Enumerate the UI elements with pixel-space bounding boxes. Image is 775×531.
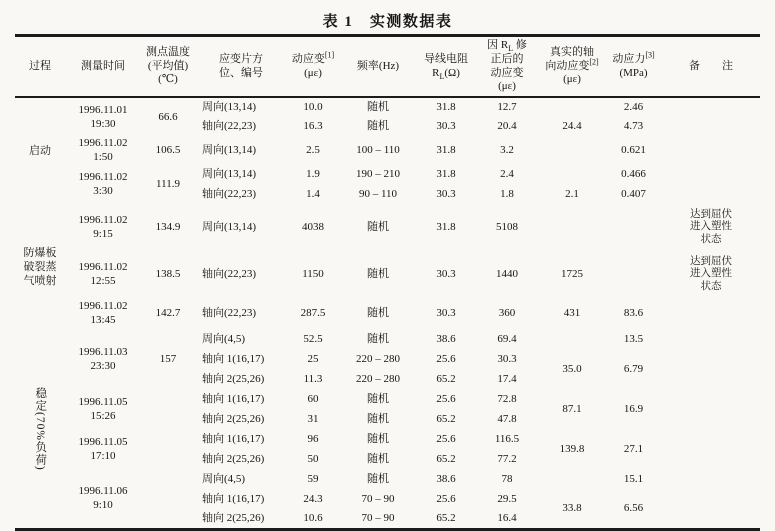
table-cell: 69.4	[497, 332, 517, 345]
table-cell: 周向(4,5)	[202, 472, 246, 485]
table-row	[15, 205, 760, 251]
table-cell: 轴向(22,23)	[202, 267, 257, 280]
table-row	[15, 299, 760, 330]
table-cell: 1440	[496, 267, 518, 280]
table-cell: 59	[307, 472, 319, 485]
table-cell	[662, 299, 760, 330]
table-cell: 轴向(22,23)	[202, 307, 257, 320]
table-cell: 66.6	[158, 110, 178, 123]
table-cell: 轴向 2(25,26)	[202, 412, 265, 425]
table-cell: 60	[307, 392, 319, 405]
table-cell: 31.8	[436, 167, 456, 180]
table-cell: 15.1	[623, 472, 644, 485]
table-cell	[539, 97, 605, 117]
table-cell: 65.2	[436, 372, 456, 385]
table-cell: 287.5	[300, 307, 326, 320]
table-cell	[662, 137, 760, 165]
table-cell: 33.8	[562, 501, 582, 514]
table-cell: 25	[307, 352, 319, 365]
table-cell: 220 – 280	[356, 372, 400, 385]
table-cell: 周向(13,14)	[202, 220, 257, 233]
table-cell: 47.8	[497, 412, 517, 425]
table-cell: 0.621	[621, 143, 646, 156]
table-cell: 139.8	[559, 442, 585, 455]
table-cell: 1996.11.02 12:55	[78, 260, 128, 287]
header-cell-lead-resistance: 导线电阻 $R_L(\Omega)$	[424, 52, 468, 81]
table-cell: 轴向 1(16,17)	[202, 352, 265, 365]
table-cell: 220 – 280	[356, 352, 400, 365]
table-cell: 达到屈伏 进入塑性 状态	[690, 209, 732, 245]
table-cell	[662, 330, 760, 350]
table-cell: 1996.11.05 15:26	[78, 395, 128, 422]
table-cell: 1996.11.03 23:30	[78, 345, 128, 372]
table-body	[15, 97, 760, 530]
table-cell	[539, 470, 605, 490]
process-label-vertical: 稳定(70%负荷)	[34, 386, 47, 471]
table-cell: 1.9	[306, 167, 320, 180]
table-cell: 87.1	[562, 402, 582, 415]
table-row	[15, 390, 760, 410]
table-cell: 1996.11.02 1:50	[78, 137, 128, 163]
table-cell: 100 – 110	[356, 143, 400, 156]
table-row	[15, 430, 760, 450]
table-cell: 1996.11.02 9:15	[78, 213, 128, 240]
table-cell: 190 – 210	[356, 167, 400, 180]
table-cell: 111.9	[156, 177, 180, 190]
table-cell: 1996.11.06 9:10	[78, 485, 128, 511]
table-row	[15, 470, 760, 490]
table-cell: 1996.11.05 17:10	[78, 435, 128, 462]
table-cell	[141, 470, 195, 530]
table-cell	[662, 390, 760, 410]
header-cell-dynamic-strain: 动应变[1] (με)	[291, 50, 335, 79]
table-cell: 77.2	[497, 452, 517, 465]
table-cell: 13.5	[623, 332, 644, 345]
table-cell: 轴向 2(25,26)	[202, 511, 265, 524]
table-cell: 78	[501, 472, 513, 485]
table-cell: 30.3	[436, 120, 456, 133]
table-cell: 106.5	[155, 143, 181, 156]
header-cell-remark: 备 注	[689, 59, 733, 72]
table-cell	[662, 490, 760, 510]
header-cell-gauge: 应变片方 位、编号	[219, 52, 263, 79]
table-cell: 65.2	[436, 452, 456, 465]
table-cell: 65.2	[436, 412, 456, 425]
table-cell: 25.6	[436, 432, 456, 445]
table-cell: 10.0	[303, 100, 323, 113]
table-cell: 25.6	[436, 492, 456, 505]
table-cell	[141, 390, 195, 430]
table-cell: 31.8	[436, 220, 456, 233]
header-cell-true-axial-strain: 真实的轴 向动应变[2] (με)	[545, 45, 599, 86]
table-cell: 6.56	[623, 501, 644, 514]
table-cell: 1725	[561, 267, 583, 280]
table-cell	[662, 450, 760, 470]
table-cell: 90 – 110	[358, 187, 398, 200]
table-cell: 11.3	[303, 372, 323, 385]
header-cell-dynamic-stress: 动应力[3] (MPa)	[612, 50, 655, 79]
header-cell-process: 过程	[29, 59, 51, 72]
table-cell: 38.6	[436, 332, 456, 345]
table-cell: 96	[307, 432, 319, 445]
measured-data-table	[15, 34, 760, 531]
table-cell: 31	[307, 412, 319, 425]
table-cell: 16.9	[623, 402, 644, 415]
table-cell	[662, 165, 760, 185]
table-row	[15, 251, 760, 299]
table-cell: 轴向(22,23)	[202, 120, 257, 133]
table-cell: 16.4	[497, 511, 517, 524]
table-cell: 30.3	[436, 307, 456, 320]
table-row	[15, 97, 760, 117]
header-cell-frequency: 频率(Hz)	[356, 59, 400, 72]
table-cell: 16.3	[303, 120, 323, 133]
table-cell: 65.2	[436, 511, 456, 524]
table-cell: 随机	[367, 120, 389, 133]
table-cell: 4.73	[623, 120, 644, 133]
table-cell	[539, 165, 605, 185]
header-cell-temperature: 测点温度 (平均值) (℃)	[146, 45, 190, 86]
table-cell: 轴向 1(16,17)	[202, 392, 265, 405]
table-row	[15, 165, 760, 185]
table-cell: 随机	[367, 392, 389, 405]
table-cell	[662, 470, 760, 490]
table-cell: 随机	[367, 332, 389, 345]
table-cell: 轴向 2(25,26)	[202, 372, 265, 385]
table-cell	[662, 117, 760, 137]
table-cell: 周向(13,14)	[202, 167, 257, 180]
table-cell: 防爆板 破裂蒸 气喷射	[23, 246, 57, 288]
table-cell: 轴向 1(16,17)	[202, 492, 265, 505]
header-cell-time: 测量时间	[81, 59, 125, 72]
table-cell: 3.2	[500, 143, 514, 156]
table-cell: 2.46	[623, 100, 644, 113]
table-cell	[539, 205, 605, 251]
table-cell: 70 – 90	[361, 511, 395, 524]
table-cell	[141, 430, 195, 470]
table-cell: 157	[159, 352, 177, 365]
table-cell: 2.1	[565, 187, 579, 200]
table-cell	[662, 410, 760, 430]
table-cell: 29.5	[497, 492, 517, 505]
table-cell: 轴向 1(16,17)	[202, 432, 265, 445]
table-cell: 360	[498, 307, 516, 320]
table-cell: 2.5	[306, 143, 320, 156]
table-cell: 38.6	[436, 472, 456, 485]
table-cell: 20.4	[497, 120, 517, 133]
table-cell: 周向(13,14)	[202, 143, 257, 156]
table-cell: 30.3	[497, 352, 517, 365]
table-cell	[662, 350, 760, 370]
table-cell: 随机	[367, 267, 389, 280]
table-cell: 50	[307, 452, 319, 465]
table-cell: 随机	[367, 220, 389, 233]
table-cell: 35.0	[562, 362, 582, 375]
table-title: 表 1 实测数据表	[322, 14, 453, 30]
table-cell: 72.8	[497, 392, 517, 405]
table-cell: 31.8	[436, 100, 456, 113]
table-cell: 30.3	[436, 187, 456, 200]
table-row	[15, 330, 760, 350]
table-cell	[605, 251, 662, 299]
table-cell: 17.4	[497, 372, 517, 385]
table-cell: 随机	[367, 100, 389, 113]
table-cell: 周向(13,14)	[202, 100, 257, 113]
table-cell: 142.7	[155, 307, 181, 320]
table-cell: 1.4	[306, 187, 320, 200]
table-cell: 31.8	[436, 143, 456, 156]
table-cell: 6.79	[623, 362, 644, 375]
table-cell: 12.7	[497, 100, 517, 113]
table-cell: 随机	[367, 452, 389, 465]
table-cell	[662, 97, 760, 117]
table-cell: 83.6	[623, 307, 644, 320]
table-cell: 25.6	[436, 352, 456, 365]
table-cell	[605, 205, 662, 251]
table-cell: 随机	[367, 432, 389, 445]
table-cell: 116.5	[494, 432, 520, 445]
table-cell: 5108	[496, 220, 518, 233]
table-cell: 1150	[302, 267, 324, 280]
table-cell: 70 – 90	[361, 492, 395, 505]
table-cell: 0.407	[621, 187, 646, 200]
table-cell	[662, 370, 760, 390]
table-cell: 24.3	[303, 492, 323, 505]
table-cell: 27.1	[623, 442, 644, 455]
table-cell	[15, 330, 65, 530]
table-cell: 轴向(22,23)	[202, 187, 257, 200]
header-cell-corrected-strain: 因 $R_L$ 修 正后的 动应变 (με)	[487, 39, 527, 93]
table-cell: 138.5	[155, 267, 181, 280]
table-cell: 24.4	[562, 120, 582, 133]
table-cell: 0.466	[621, 167, 646, 180]
table-cell: 轴向 2(25,26)	[202, 452, 265, 465]
table-cell: 30.3	[436, 267, 456, 280]
table-cell: 1996.11.02 3:30	[78, 170, 128, 197]
table-cell: 134.9	[155, 220, 181, 233]
table-cell	[662, 430, 760, 450]
table-cell: 2.4	[500, 167, 514, 180]
table-row	[15, 137, 760, 165]
table-cell	[539, 330, 605, 350]
table-cell: 周向(4,5)	[202, 332, 246, 345]
table-cell: 431	[563, 307, 581, 320]
table-cell	[662, 185, 760, 205]
table-cell: 1996.11.02 13:45	[78, 300, 128, 326]
table-cell: 随机	[367, 412, 389, 425]
table-cell: 达到屈伏 进入塑性 状态	[690, 256, 732, 292]
table-cell: 4038	[302, 220, 324, 233]
table-cell: 52.5	[303, 332, 323, 345]
table-cell: 随机	[367, 472, 389, 485]
table-cell: 25.6	[436, 392, 456, 405]
header-row	[15, 36, 760, 98]
table-cell: 1.8	[500, 187, 514, 200]
table-cell: 启动	[29, 145, 51, 158]
table-cell: 1996.11.01 19:30	[78, 103, 128, 130]
table-header	[15, 36, 760, 98]
table-cell: 随机	[367, 307, 389, 320]
table-cell	[539, 137, 605, 165]
table-cell: 10.6	[303, 511, 323, 524]
